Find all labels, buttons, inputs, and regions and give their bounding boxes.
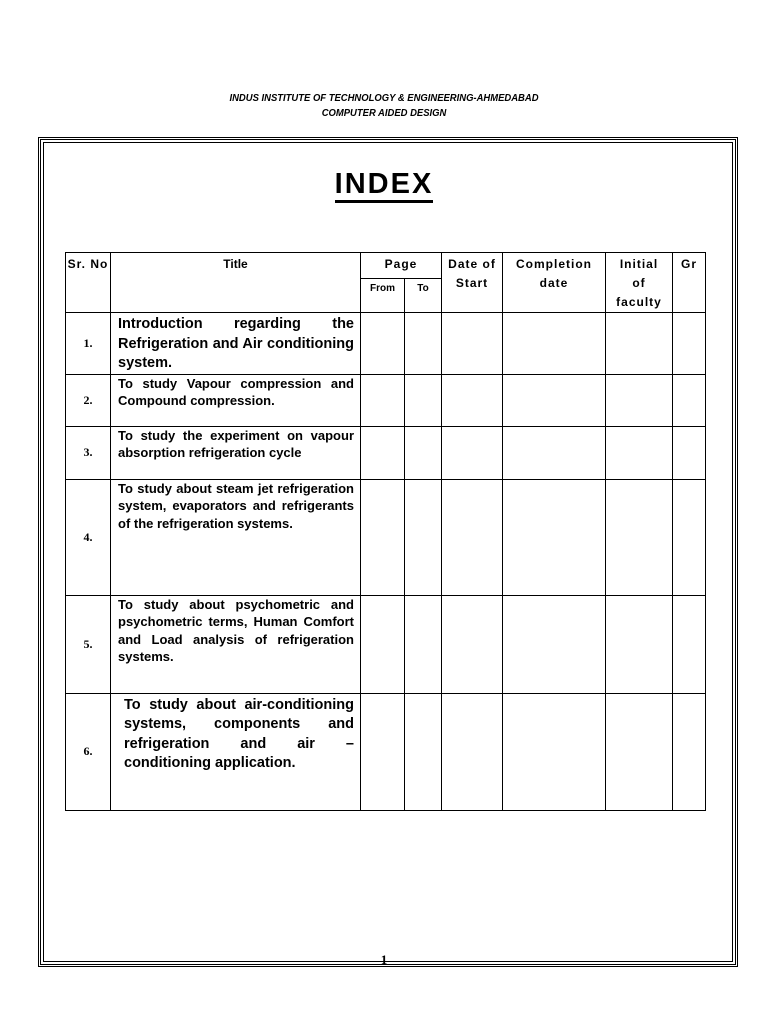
header-sr-no: Sr. No	[66, 253, 111, 313]
row-sr: 5.	[66, 595, 111, 693]
row-title: To study about air-conditioning systems, components and refrigeration and air – conditioning application.	[111, 693, 361, 810]
header-date-of-start: Date of Start	[442, 253, 503, 313]
row-sr: 2.	[66, 374, 111, 426]
row-title: Introduction regarding the Refrigeration and Air conditioning system.	[111, 313, 361, 375]
header-grade: Gr	[673, 253, 706, 313]
header-page-to: To	[405, 278, 442, 312]
table-row	[66, 426, 706, 479]
table-row	[66, 479, 706, 595]
table-row	[66, 693, 706, 810]
table-row	[66, 374, 706, 426]
index-table	[65, 252, 706, 811]
table-row	[66, 595, 706, 693]
row-sr: 4.	[66, 479, 111, 595]
page-title: INDEX	[0, 168, 768, 201]
course-name: COMPUTER AIDED DESIGN	[321, 107, 447, 119]
row-title: To study the experiment on vapour absorption refrigeration cycle	[111, 426, 361, 479]
header-completion-date: Completion date	[503, 253, 606, 313]
institute-name: INDUS INSTITUTE OF TECHNOLOGY & ENGINEERING-AHMEDABAD	[229, 92, 539, 104]
row-title: To study about steam jet refrigeration system, evaporators and refrigerants of the refrigeration systems.	[111, 479, 361, 595]
table-row	[66, 313, 706, 375]
header-initial-of-faculty: Initial of faculty	[606, 253, 673, 313]
row-sr: 3.	[66, 426, 111, 479]
header-page-from: From	[361, 278, 405, 312]
row-sr: 1.	[66, 313, 111, 375]
header-page: Page	[361, 253, 442, 279]
row-title: To study Vapour compression and Compound compression.	[111, 374, 361, 426]
header-title: Title	[111, 253, 361, 313]
row-title: To study about psychometric and psychometric terms, Human Comfort and Load analysis of refrigeration systems.	[111, 595, 361, 693]
row-sr: 6.	[66, 693, 111, 810]
page-number: 1	[380, 952, 388, 967]
